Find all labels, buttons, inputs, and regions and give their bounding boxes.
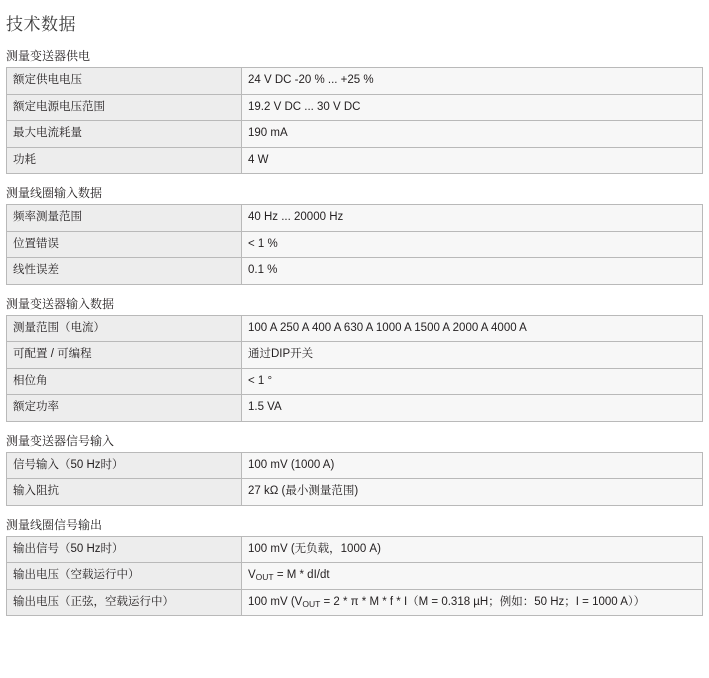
table-row [7,589,703,616]
spec-label: 最大电流耗量 [7,121,242,148]
spec-label: 功耗 [7,147,242,174]
table-row [7,68,703,95]
formula-symbol: 100 mV (V [248,595,303,608]
section-title: 测量变送器供电 [6,49,91,63]
spec-value: 100 mV (1000 A) [242,452,703,479]
spec-label: 频率测量范围 [7,205,242,232]
spec-table [6,67,703,174]
spec-value: 4 W [242,147,703,174]
spec-value: 100 A 250 A 400 A 630 A 1000 A 1500 A 2000 A 4000 A [242,315,703,342]
spec-value: 通过DIP开关 [242,342,703,369]
spec-label: 输出电压（正弦，空载运行中） [7,589,242,616]
section-title: 测量线圈输入数据 [6,186,103,201]
table-row [7,94,703,121]
spec-value: < 1 ° [242,368,703,395]
spec-table [6,204,703,285]
spec-table [6,536,703,617]
spec-label: 输入阻抗 [7,479,242,506]
table-row [7,258,703,285]
section-title: 测量变送器输入数据 [6,296,115,311]
table-row [7,479,703,506]
section-coil-signal-output [0,516,709,617]
spec-value: 1.5 VA [242,395,703,422]
spec-value: 0.1 % [242,258,703,285]
section-title: 测量线圈信号输出 [6,517,103,532]
table-row [7,205,703,232]
formula-body: = M * dI/dt [273,569,330,582]
spec-label: 线性误差 [7,258,242,285]
table-row [7,342,703,369]
formula-body: = 2 * π * M * f * I（M = 0.318 µH；例如：50 Hz；I = 1000 A）） [320,595,646,608]
spec-value: 100 mV (无负载，1000 A) [242,536,703,563]
spec-value: 27 kΩ (最小测量范围) [242,479,703,506]
spec-label: 额定功率 [7,395,242,422]
spec-value: 19.2 V DC ... 30 V DC [242,94,703,121]
spec-label: 额定供电电压 [7,68,242,95]
spec-table [6,452,703,506]
spec-value: < 1 % [242,231,703,258]
table-row [7,368,703,395]
table-row [7,121,703,148]
section-coil-input-data [0,184,709,285]
spec-label: 信号输入（50 Hz时） [7,452,242,479]
spec-label: 可配置 / 可编程 [7,342,242,369]
table-row [7,536,703,563]
table-row [7,231,703,258]
spec-label: 额定电源电压范围 [7,94,242,121]
spec-value: 24 V DC -20 % ... +25 % [242,68,703,95]
spec-label: 输出电压（空载运行中） [7,563,242,590]
table-row [7,315,703,342]
table-row [7,147,703,174]
section-power-supply [0,47,709,174]
table-row [7,452,703,479]
spec-table [6,315,703,422]
spec-label: 测量范围（电流） [7,315,242,342]
spec-value-formula [242,563,703,590]
table-row [7,395,703,422]
spec-value-formula [242,589,703,616]
section-transducer-signal-input [0,432,709,506]
section-title: 测量变送器信号输入 [6,433,115,448]
formula-symbol: V [248,569,256,582]
spec-label: 输出信号（50 Hz时） [7,536,242,563]
page-title: 技术数据 [6,15,76,34]
spec-value: 190 mA [242,121,703,148]
section-transducer-input-data [0,295,709,422]
formula-subscript: OUT [255,572,274,583]
spec-label: 位置错误 [7,231,242,258]
spec-label: 相位角 [7,368,242,395]
spec-value: 40 Hz ... 20000 Hz [242,205,703,232]
table-row [7,563,703,590]
formula-subscript: OUT [302,598,321,609]
